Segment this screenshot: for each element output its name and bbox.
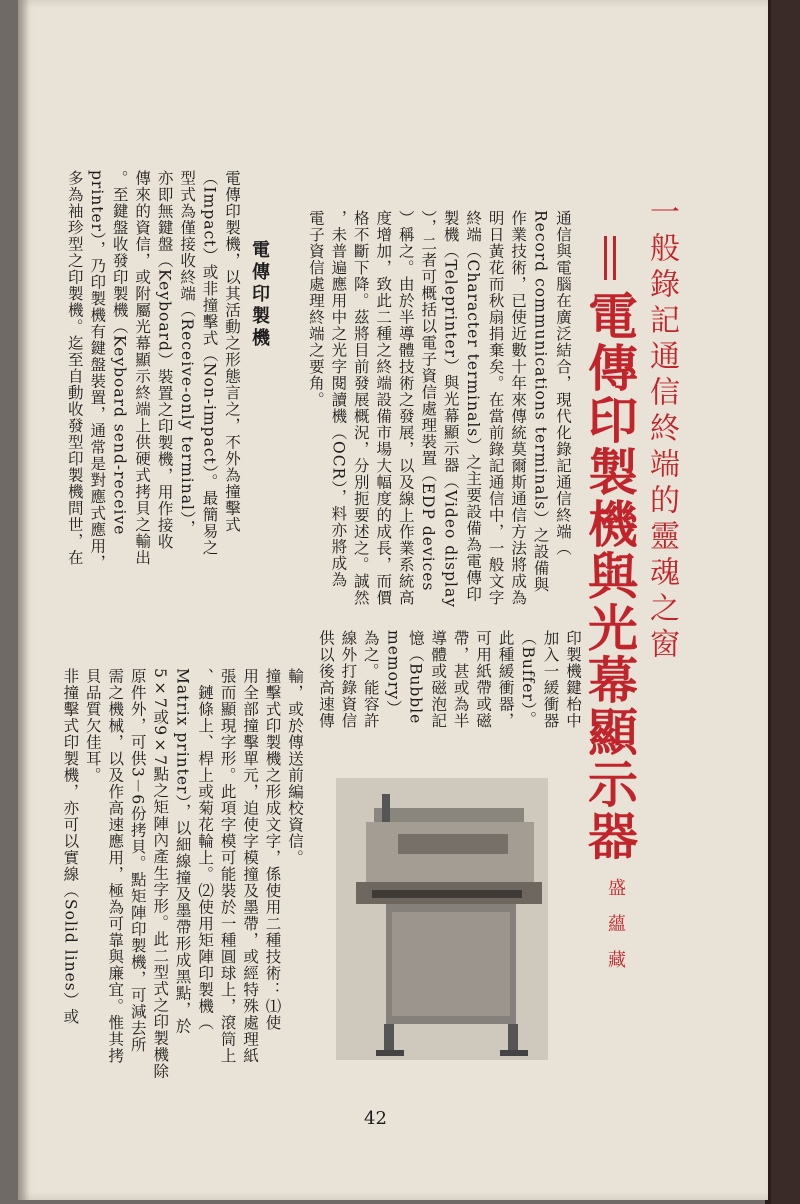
section-line: 多為袖珍型之印製機。迄至自動收發型印製機問世，在 [65,170,84,566]
section-line: printer），乃印製機有鍵盤裝置，通常是對應式應用， [88,170,107,571]
article-title: 電傳印製機與光幕顯示器 [580,290,638,862]
lower-line: 撞擊式印製機之形成文字，係使用二種技術：⑴使 [263,668,282,1031]
section-line: 電傳印製機，以其活動之形態言之，不外為撞擊式 [223,170,241,533]
continuation-line: 印製機鍵枱中 [564,630,582,729]
intro-line: 製機（Teleprinter）與光幕顯示器（Video display [441,210,460,608]
continuation-line: 線外打錄資信 [339,630,358,729]
lower-line: Matrix printer），以細線撞及墨帶形成黑點，於 [173,668,192,1035]
continuation-line: memory） [384,630,403,717]
continuation-line: 導體或磁泡記 [429,630,448,729]
intro-line: 作業技術，已使近數十年來傳統莫爾斯通信方法將成為 [509,210,528,606]
intro-line: 明日黃花而秋扇捐棄矣。在當前錄記通信中，一般文字 [486,210,505,606]
intro-line: Record communications terminals）之設備與 [531,210,550,593]
page-gutter-shadow [18,0,30,1200]
lower-line: 非撞擊式印製機，亦可以實線（Solid lines）或 [61,668,80,1025]
lower-paragraph [58,668,306,1108]
intro-line: 電子資信處理終端之要角。 [306,210,325,408]
section-line: 傳來的資信，或附屬光幕顯示終端上供硬式拷貝之輸出 [133,170,152,566]
lower-line: 、鏈條上、桿上或菊花輪上。⑵使用矩陣印製機（ [196,668,215,1031]
article-kicker: 一般錄記通信終端的靈魂之窗 [644,196,679,664]
teleprinter-photo [336,778,548,1060]
continuation-line: 憶（Bubble [406,630,425,725]
book-cover [770,0,800,1204]
section-line: 亦即無鍵盤（Keyboard）裝置之印製機，用作接收 [155,170,174,550]
intro-line: ，未普遍應用中之光字閱讀機（OCR），料亦將成為 [329,210,348,588]
page-number: 42 [364,1108,387,1129]
article-author: 盛蘊藏 [605,878,626,986]
section-paragraph [38,170,243,630]
section-line: 。至鍵盤收發印製機（Keyboard send-receive [110,170,129,536]
continuation-line: （Buffer）。 [519,630,538,728]
lower-line: 輸，或於傳送前編校資信。 [286,668,304,866]
section-line: （Impact）或非撞擊式（Non-impact）。最簡易之 [200,170,219,556]
title-mark [604,236,616,280]
continuation-paragraph [306,630,584,778]
lower-line: 需之機械，以及作高速應用，極為可靠與廉宜。惟其拷 [106,668,125,1064]
intro-line: 通信與電腦在廣泛結合，現代化錄記通信終端（ [554,210,572,557]
continuation-line: 此種緩衝器， [496,630,515,729]
book-page [18,0,768,1200]
section-subhead: 電傳印製機 [249,240,270,350]
intro-paragraph [284,210,574,620]
continuation-line: 可用紙帶或磁 [474,630,493,729]
continuation-line: 為之。能容許 [361,630,380,729]
intro-line: ），二者可概括以電子資信處理裝置（EDP devices [419,210,438,592]
lower-line: 張而顯現字形。此項字模可能裝於一種圓球上，滾筒上 [218,668,237,1064]
continuation-line: 帶，甚或為半 [451,630,470,729]
intro-line: 終端（Character terminals）之主要設備為電傳印 [464,210,483,603]
intro-line: ）稱之。由於半導體技術之發展，以及線上作業系統高 [396,210,415,606]
lower-line: 5×7或9×7點之矩陣內產生字形。此二型式之印製機除 [151,668,170,1080]
lower-line: 用全部撞擊單元，迫使字模撞及墨帶，或經特殊處理紙 [241,668,260,1064]
intro-line: 格不斷下降。茲將目前發展概況，分別扼要述之。誠然 [351,210,370,606]
section-line: 型式為僅接收終端（Receive-only terminal）， [178,170,197,537]
lower-line: 貝品質欠佳耳。 [83,668,102,784]
continuation-line: 供以後高速傳 [316,630,335,729]
lower-line: 原件外，可供3－6份拷貝。點矩陣印製機，可減去所 [128,668,147,1053]
intro-line: 度增加，致此二種之終端設備市場大幅度的成長，而價 [374,210,393,606]
continuation-line: 加入一緩衝器 [541,630,560,729]
